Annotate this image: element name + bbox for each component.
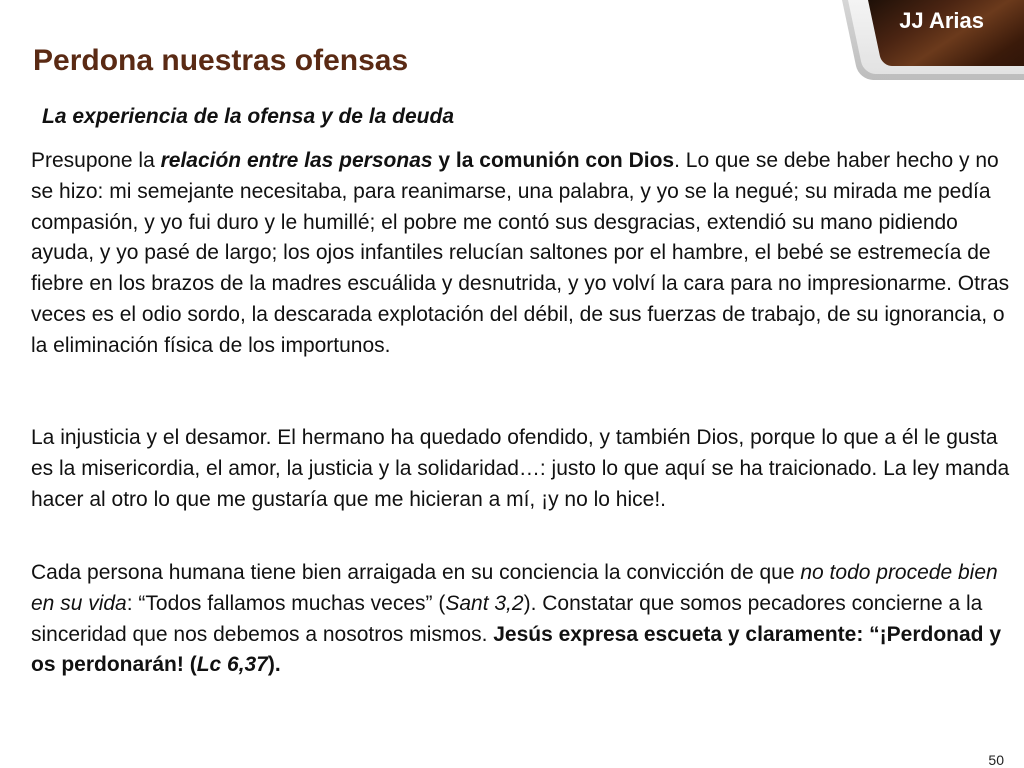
- paragraph-3: [31, 558, 1016, 681]
- slide-title: Perdona nuestras ofensas: [33, 44, 409, 77]
- p1-emphasis-communion: y la comunión con Dios: [432, 149, 675, 172]
- p1-text-2: . Lo que se debe haber hecho y no se hizo: mi semejante necesitaba, para reanimarse, una palabra, y yo se la negué; su mirada me pedía compasión, y yo fui duro y le humillé; el pobre me contó sus desgracias, extendió su mano pidiendo ayuda, y yo pasé de largo; los ojos infantiles relucían saltones por el hambre, el bebé se estremecía de fiebre en los brazos de la madres escuálida y desnutrida, y yo volví la cara para no impresionarme. Otras veces es el odio sordo, la descarada explotación del débil, de sus fuerzas de trabajo, de su ignorancia, o la eliminación física de los importunos.: [31, 149, 1010, 357]
- p3-bold-end: ).: [267, 653, 281, 677]
- page-number: 50: [988, 752, 1004, 768]
- paragraph-2: [31, 423, 1016, 515]
- p3-citation-sant: Sant 3,2: [445, 591, 524, 615]
- p3-text-2: : “Todos fallamos muchas veces” (: [126, 591, 446, 615]
- author-label: JJ Arias: [899, 8, 984, 33]
- p3-italic-phrase: no todo procede bien en su vida: [31, 561, 998, 615]
- slide-subtitle: La experiencia de la ofensa y de la deuda: [42, 105, 455, 128]
- p2-text: La injusticia y el desamor. El hermano ha quedado ofendido, y también Dios, porque lo que a él le gusta es la misericordia, el amor, la justicia y la solidaridad…: justo lo que aquí se ha traicionado. La ley manda hacer al otro lo que me gustaría que me hicieran a mí, ¡y no lo hice!.: [31, 426, 1010, 511]
- p1-emphasis-relation: relación entre las personas: [160, 149, 433, 172]
- p3-bold-quote: Jesús expresa escueta y claramente: “¡Perdonad y os perdonarán! (: [31, 622, 1002, 677]
- paragraph-1: [31, 146, 1016, 362]
- p3-text-3: ). Constatar que somos pecadores concierne a la sinceridad que nos debemos a nosotros mismos.: [31, 591, 983, 646]
- p3-text-1: Cada persona humana tiene bien arraigada en su conciencia la convicción de que: [31, 561, 801, 584]
- p3-citation-lc: Lc 6,37: [196, 653, 268, 677]
- p1-text-1: Presupone la: [31, 149, 161, 172]
